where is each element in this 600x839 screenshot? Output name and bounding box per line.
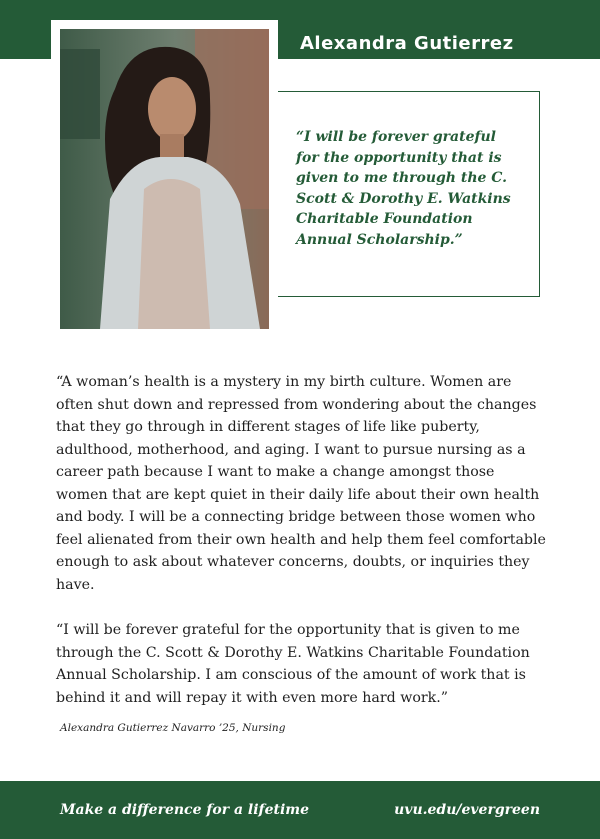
student-photo [60, 29, 269, 329]
footer-tagline: Make a difference for a lifetime [60, 802, 309, 818]
pull-quote: “I will be forever grateful for the opportunity that is given to me through the C. Scott & Dorothy E. Watkins Charitable Foundation Annual Scholarship.” [296, 129, 511, 248]
body-quote-health: “A woman’s health is a mystery in my birth culture. Women are often shut down and repressed from wondering about the changes that they go through in different stages of life like puberty, adulthood, motherhood, and aging. I want to pursue nursing as a career path because I want to make a change amongst those women that are kept quiet in their daily life about their own health and body. I will be a connecting bridge between those women who feel alienated from their own health and help them feel comfortable enough to ask about whatever concerns, doubts, or inquiries they have. [56, 374, 546, 593]
student-name: Alexandra Gutierrez [300, 33, 514, 54]
body-quote-gratitude: “I will be forever grateful for the opportunity that is given to me through the C. Scott & Dorothy E. Watkins Charitable Foundation Annual Scholarship. I am conscious of the amount of work that is behind it and will repay it with even more hard work.” [56, 622, 530, 706]
footer-url[interactable]: uvu.edu/evergreen [394, 802, 540, 818]
attribution: Alexandra Gutierrez Navarro ’25, Nursing [60, 722, 286, 734]
